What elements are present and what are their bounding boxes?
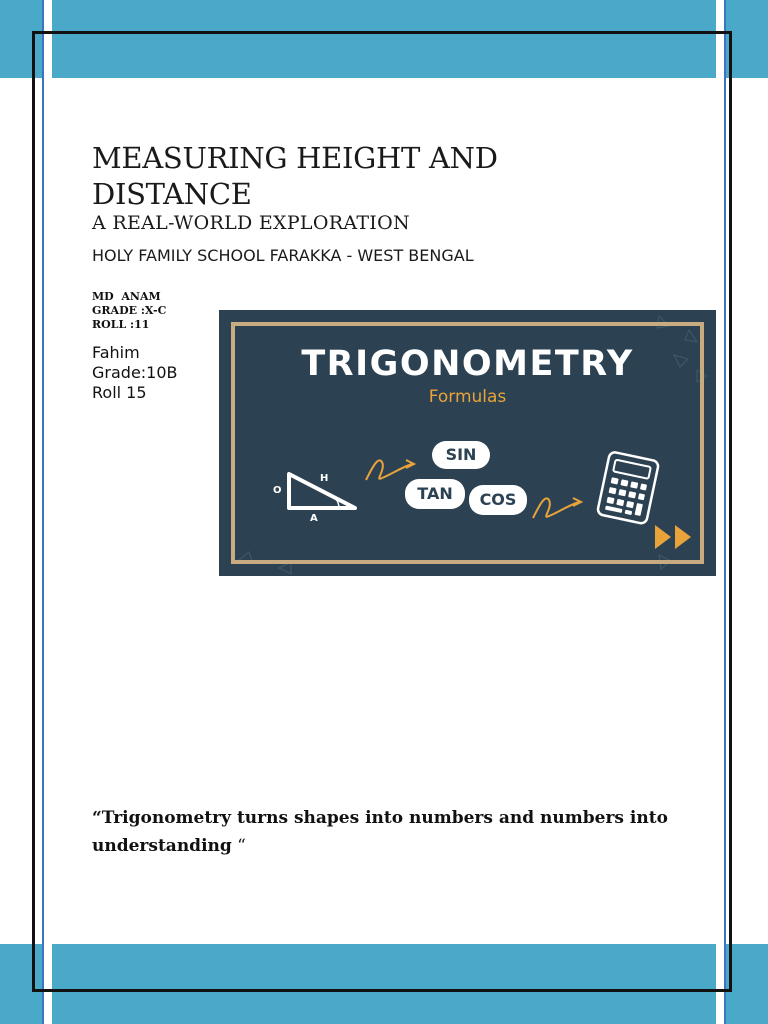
- quote-text: “Trigonometry turns shapes into numbers and numbers into understanding: [92, 808, 668, 856]
- closing-quote: [92, 804, 692, 860]
- banner-subtitle: Formulas: [428, 387, 507, 407]
- banner-title: TRIGONOMETRY: [301, 344, 634, 384]
- tan-pill: TAN: [405, 479, 465, 509]
- triangle-label-hypotenuse: H: [320, 473, 329, 484]
- student-grade: Grade:10B: [92, 363, 178, 382]
- right-triangle-icon: [267, 460, 377, 530]
- triangle-label-adjacent: A: [310, 513, 318, 524]
- student-name: MD ANAM: [92, 290, 161, 303]
- calculator-icon: [589, 448, 669, 528]
- student-name: Fahim: [92, 343, 140, 362]
- student-roll: Roll 15: [92, 383, 147, 402]
- student-info-second: [92, 343, 178, 403]
- triangle-label-opposite: O: [273, 485, 282, 496]
- student-grade: GRADE :X-C: [92, 304, 167, 317]
- double-chevron-icon: [653, 523, 697, 553]
- student-info-first: [92, 290, 166, 332]
- swirl-arrow-icon: [529, 488, 589, 528]
- document-subtitle: A REAL-WORLD EXPLORATION: [92, 212, 410, 234]
- quote-closing-mark: “: [231, 836, 246, 856]
- cos-pill: COS: [469, 485, 527, 515]
- trigonometry-banner: [219, 310, 716, 576]
- sin-pill: SIN: [432, 441, 490, 469]
- triangle-label-angle: θ: [315, 492, 321, 502]
- document-title: MEASURING HEIGHT AND DISTANCE: [92, 141, 498, 211]
- school-name: HOLY FAMILY SCHOOL FARAKKA - WEST BENGAL: [92, 246, 474, 265]
- student-roll: ROLL :11: [92, 318, 150, 331]
